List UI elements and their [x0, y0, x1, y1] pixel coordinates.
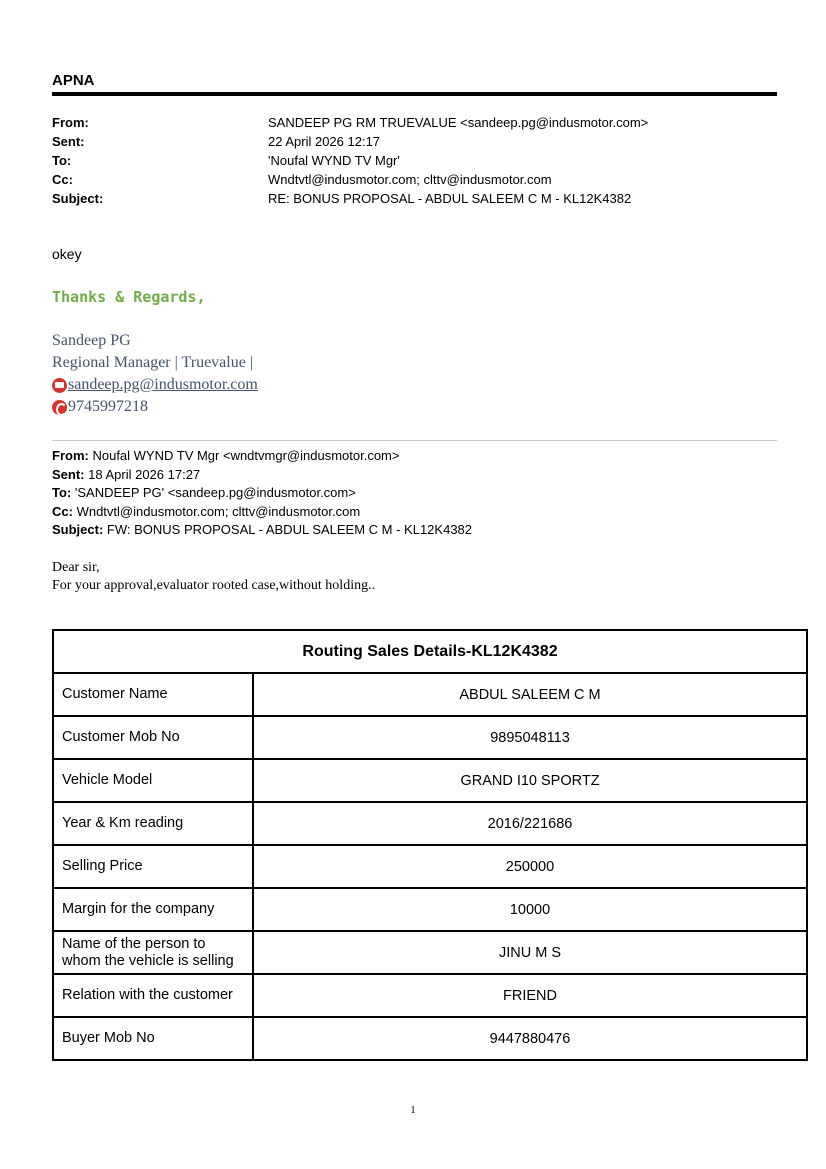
header-from-value: SANDEEP PG RM TRUEVALUE <sandeep.pg@indusmotor.com>	[268, 115, 649, 130]
table-row-value: 9447880476	[253, 1017, 807, 1060]
header-to-label: To:	[52, 153, 72, 168]
header-sent-label: Sent:	[52, 134, 85, 149]
table-row	[53, 888, 807, 931]
fwd-subject-value: FW: BONUS PROPOSAL - ABDUL SALEEM C M - KL12K4382	[106, 522, 473, 537]
page-number: 1	[410, 1104, 416, 1116]
header-from-row	[52, 113, 777, 132]
header-rule	[52, 92, 777, 96]
table-row	[53, 759, 807, 802]
table-row-value: 10000	[253, 888, 807, 931]
fwd-subject-row	[52, 521, 472, 540]
table-row-value: 2016/221686	[253, 802, 807, 845]
table-row-value: 9895048113	[253, 716, 807, 759]
table-row	[53, 974, 807, 1017]
table-row-value: GRAND I10 SPORTZ	[253, 759, 807, 802]
header-sent-row	[52, 132, 777, 151]
table-row	[53, 716, 807, 759]
table-row-label: Customer Mob No	[53, 716, 253, 759]
table-row-label: Selling Price	[53, 845, 253, 888]
fwd-to-label: To:	[52, 485, 72, 500]
header-cc-value: Wndtvtl@indusmotor.com; clttv@indusmotor.com	[268, 172, 552, 187]
table-row-value: FRIEND	[253, 974, 807, 1017]
header-to-row	[52, 151, 777, 170]
fwd-from-value: Noufal WYND TV Mgr <wndtvmgr@indusmotor.com>	[92, 448, 400, 463]
header-subject-row	[52, 189, 777, 208]
fwd-to-row	[52, 484, 472, 503]
fwd-cc-value: Wndtvtl@indusmotor.com; clttv@indusmotor.com	[76, 503, 361, 519]
fwd-subject-label: Subject:	[52, 522, 104, 537]
table-row-label: Year & Km reading	[53, 802, 253, 845]
signature-title: Regional Manager | Truevalue |	[52, 354, 254, 371]
table-row-label: Name of the person to whom the vehicle is selling	[53, 931, 253, 974]
sales-details-table	[52, 629, 808, 1061]
signature-phone-line	[52, 396, 258, 418]
message-line: For your approval,evaluator rooted case,without holding..	[52, 578, 376, 593]
table-row	[53, 673, 807, 716]
forwarded-message	[52, 559, 375, 595]
fwd-cc-label: Cc:	[52, 503, 73, 519]
table-row	[53, 802, 807, 845]
header-subject-label: Subject:	[52, 191, 104, 206]
table-row-label: Vehicle Model	[53, 759, 253, 802]
fwd-to-value: 'SANDEEP PG' <sandeep.pg@indusmotor.com>	[74, 485, 356, 500]
header-from-label: From:	[52, 115, 89, 130]
fwd-sent-value: 18 April 2026 17:27	[88, 466, 201, 482]
fwd-cc-row	[52, 503, 472, 522]
table-row	[53, 1017, 807, 1060]
header-subject-value: RE: BONUS PROPOSAL - ABDUL SALEEM C M - KL12K4382	[268, 191, 632, 206]
table-row-label: Relation with the customer	[53, 974, 253, 1017]
mail-icon	[52, 378, 67, 393]
signature-email-line	[52, 374, 258, 396]
header-cc-label: Cc:	[52, 172, 73, 187]
signature-email-link[interactable]: sandeep.pg@indusmotor.com	[68, 376, 258, 393]
signature-block	[52, 330, 258, 418]
signature-phone: 9745997218	[68, 398, 148, 415]
signature-name: Sandeep PG	[52, 332, 131, 349]
table-row-value: JINU M S	[253, 931, 807, 974]
forwarded-header	[52, 447, 472, 540]
table-row	[53, 845, 807, 888]
reply-body: okey	[52, 246, 82, 262]
fwd-sent-row	[52, 466, 472, 485]
fwd-from-row	[52, 447, 472, 466]
fwd-sent-label: Sent:	[52, 466, 85, 482]
header-cc-row	[52, 170, 777, 189]
table-title-row	[53, 630, 807, 673]
table-row-label: Buyer Mob No	[53, 1017, 253, 1060]
phone-icon	[52, 400, 67, 415]
table-row	[53, 931, 807, 974]
organization-name: APNA	[52, 72, 95, 89]
header-to-value: 'Noufal WYND TV Mgr'	[268, 153, 400, 168]
thanks-regards: Thanks & Regards,	[52, 288, 206, 306]
table-title: Routing Sales Details-KL12K4382	[53, 630, 807, 673]
message-greeting: Dear sir,	[52, 560, 100, 575]
fwd-from-label: From:	[52, 448, 89, 463]
table-row-value: 250000	[253, 845, 807, 888]
table-row-label: Margin for the company	[53, 888, 253, 931]
header-sent-value: 22 April 2026 12:17	[268, 134, 381, 149]
table-row-value: ABDUL SALEEM C M	[253, 673, 807, 716]
message-separator	[52, 440, 777, 441]
table-row-label: Customer Name	[53, 673, 253, 716]
email-header	[52, 113, 777, 208]
